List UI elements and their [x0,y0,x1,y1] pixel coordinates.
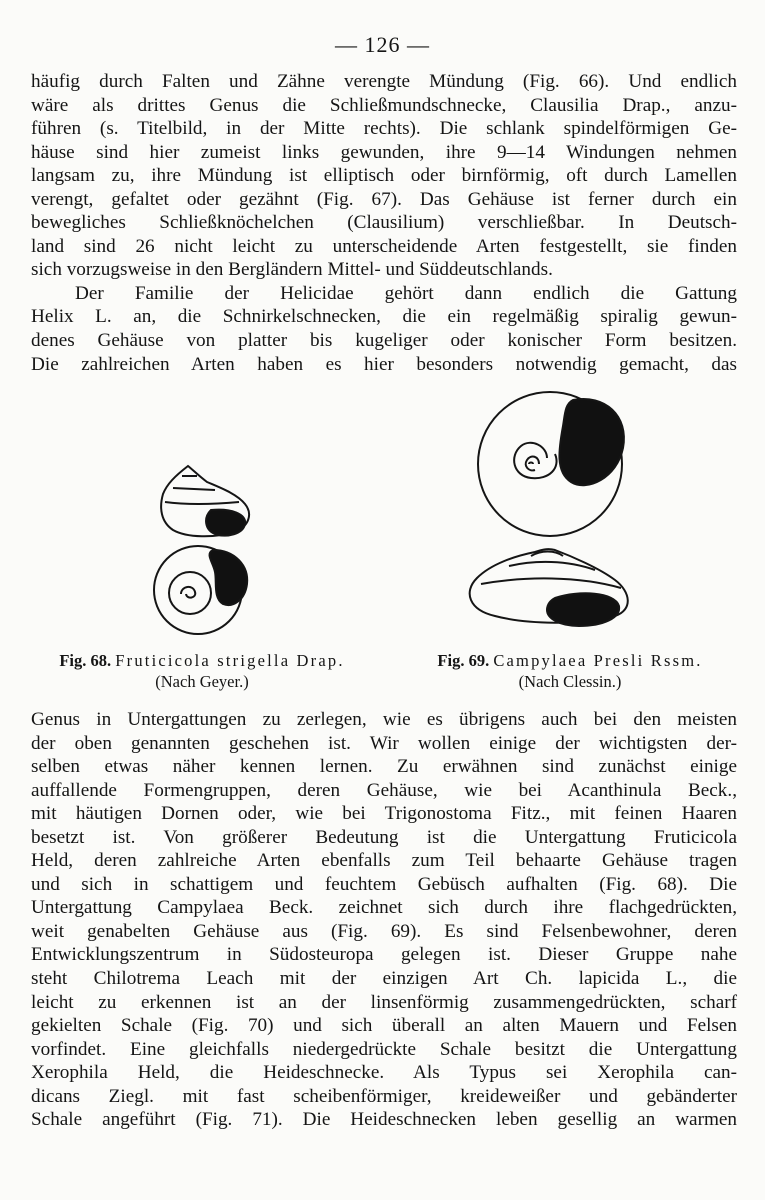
text-line: bewegliches Schließknöchelchen (Clausilium) verschließbar. In Deutsch- [31,212,737,234]
text-line: weit genabelten Gehäuse aus (Fig. 69). Es sind Felsenbewohner, deren [31,920,737,942]
text-line: verengt, gefaltet oder gezähnt (Fig. 67). Das Gehäuse ist ferner durch ein [31,188,737,210]
text-line: häufig durch Falten und Zähne verengte Mündung (Fig. 66). Und endlich [31,71,737,92]
text-line: dicans Ziegl. mit fast scheibenförmiger, kreideweißer und gebänderter [31,1085,737,1107]
text-line: Helix L. an, die Schnirkelschnecken, die ein regelmäßig spiralig gewun- [31,306,737,328]
text-line: der oben genannten geschehen ist. Wir wollen einige der wichtigsten der- [31,732,737,754]
text-line: führen (s. Titelbild, in der Mitte rechts). Die schlank spindelförmigen Ge- [31,118,737,140]
fig68-source: (Nach Geyer.) [155,672,249,691]
fig68-top-aperture [210,550,248,605]
text-line: auffallende Formengruppen, deren Gehäuse, wie bei Acanthinula Beck., [31,779,737,801]
text-line: steht Chilotrema Leach mit der einzigen Art Ch. lapicida L., die [31,968,737,990]
text-line: Entwicklungszentrum in Südosteuropa gelegen ist. Dieser Gruppe nahe [31,944,737,966]
text-line: selben etwas näher kennen lernen. Zu erwähnen sind zunächst einige [31,756,737,778]
text-line: häuse sind hier zumeist links gewunden, ihre 9—14 Windungen nehmen [31,141,737,163]
fig69-caption [400,650,740,692]
fig68-caption [37,650,367,692]
paragraph-bottom [31,708,737,1132]
text-line: Untergattung Campylaea Beck. zeichnet sich durch ihre flachgedrückten, [31,897,737,919]
text-line: Schale angeführt (Fig. 71). Die Heideschnecken leben gesellig an warmen [31,1109,737,1131]
fig69-species: Campylaea Presli Rssm. [493,651,703,670]
fig69-source: (Nach Clessin.) [518,672,622,691]
fig69-illustration [455,384,635,646]
fig68-side-view [161,466,249,536]
text-line: und sich in schattigem und feuchtem Gebüsch aufhalten (Fig. 68). Die [31,873,737,895]
page-number: — 126 — [335,32,430,57]
text-line: gekielten Schale (Fig. 70) und sich überall an alten Mauern und Felsen [31,1015,737,1037]
fig68-side-aperture [206,510,245,536]
fig69-side-view [470,549,628,626]
fig68-illustration [135,458,270,638]
text-line: Die zahlreichen Arten haben es hier besonders notwendig gemacht, das [31,353,737,375]
text-line: Xerophila Held, die Heideschnecke. Als Typus sei Xerophila can- [31,1062,737,1084]
text-line: denes Gehäuse von platter bis kugeliger oder konischer Form besitzen. [31,330,737,352]
text-line: Held, deren zahlreiche Arten ebenfalls zum Teil behaarte Gehäuse tragen [31,850,737,872]
fig68-species: Fruticicola strigella Drap. [115,651,345,670]
text-line: vorfindet. Eine gleichfalls niedergedrückte Schale besitzt die Untergattung [31,1038,737,1060]
text-line: besetzt ist. Von größerer Bedeutung ist die Untergattung Fruticicola [31,826,737,848]
text-line: langsam zu, ihre Mündung ist elliptisch oder birnförmig, oft durch Lamellen [31,165,737,187]
text-line: wäre als drittes Genus die Schließmundschnecke, Clausilia Drap., anzu- [31,94,737,116]
text-line: Der Familie der Helicidae gehört dann endlich die Gattung [75,282,737,304]
text-line: land sind 26 nicht leicht zu unterscheidende Arten festgestellt, sie finden [31,235,737,257]
fig68-top-view [154,546,247,634]
fig69-label: Fig. 69. [437,651,490,670]
text-line: sich vorzugsweise in den Bergländern Mittel- und Süddeutschlands. [31,259,553,281]
fig69-top-view [478,392,624,536]
paragraph-top [31,70,737,376]
fig68-label: Fig. 68. [59,651,112,670]
fig69-side-aperture [547,593,619,626]
text-line: leicht zu erkennen ist an der linsenförmig zusammengedrückten, scharf [31,991,737,1013]
text-line: mit häutigen Dornen oder, wie bei Trigonostoma Fitz., mit feinen Haaren [31,803,737,825]
text-line: Genus in Untergattungen zu zerlegen, wie es übrigens auch bei den meisten [31,709,737,730]
fig69-top-aperture [559,399,624,485]
